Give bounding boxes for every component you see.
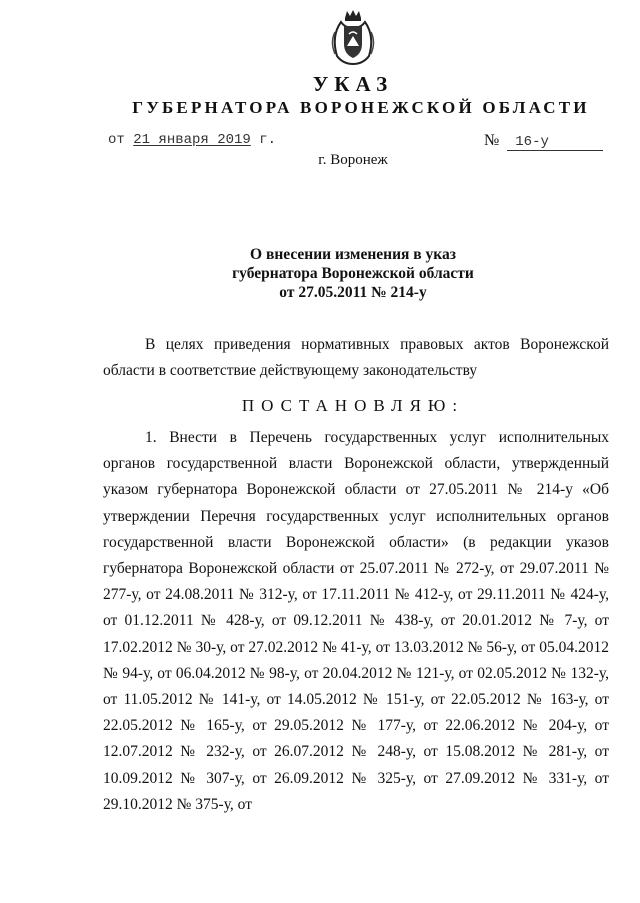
- date-prefix: от: [108, 132, 125, 148]
- preamble-paragraph: В целях приведения нормативных правовых актов Воронежской области в соответствие действующему законодательству: [103, 336, 609, 380]
- number-sign: №: [484, 132, 500, 149]
- document-number: 16-у: [507, 134, 603, 151]
- heading-line-2: губернатора Воронежской области: [232, 265, 474, 282]
- date-line: [108, 132, 276, 148]
- decree-word: ПОСТАНОВЛЯЮ:: [241, 396, 465, 415]
- heading-line-3: от 27.05.2011 № 214-у: [279, 284, 427, 301]
- number-line: [484, 132, 603, 151]
- date-suffix: г.: [259, 132, 277, 148]
- document-heading: [0, 245, 640, 302]
- coat-of-arms-icon: [327, 8, 379, 66]
- heading-line-1: О внесении изменения в указ: [250, 246, 456, 263]
- document-title: УКАЗ: [312, 72, 394, 96]
- date-value: 21 января 2019: [133, 132, 251, 148]
- item-1-paragraph: 1. Внести в Перечень государственных услуг исполнительных органов государственной власти Воронежской области, утвержденный указом губернатора Воронежской области от 27.05.2011 № 214-у «Об утверждении Перечня государственных услуг исполнительных органов государственной власти Воронежской области» (в редакции указов губернатора Воронежской области от 25.07.2011 № 272-у, от 29.07.2011 № 277-у, от 24.08.2011 № 312-у, от 17.11.2011 № 412-у, от 29.11.2011 № 424-у, от 01.12.2011 № 428-у, от 09.12.2011 № 438-у, от 20.01.2012 № 7-у, от 17.02.2012 № 30-у, от 27.02.2012 № 41-у, от 13.03.2012 № 56-у, от 05.04.2012 № 94-у, от 06.04.2012 № 98-у, от 20.04.2012 № 121-у, от 02.05.2012 № 132-у, от 11.05.2012 № 141-у, от 14.05.2012 № 151-у, от 22.05.2012 № 163-у, от 22.05.2012 № 165-у, от 29.05.2012 № 177-у, от 22.06.2012 № 204-у, от 12.07.2012 № 232-у, от 26.07.2012 № 248-у, от 15.08.2012 № 281-у, от 10.09.2012 № 307-у, от 26.09.2012 № 325-у, от 27.09.2012 № 331-у, от 29.10.2012 № 375-у, от: [103, 429, 609, 813]
- document-subtitle: ГУБЕРНАТОРА ВОРОНЕЖСКОЙ ОБЛАСТИ: [132, 98, 590, 117]
- city: г. Воронеж: [318, 152, 388, 168]
